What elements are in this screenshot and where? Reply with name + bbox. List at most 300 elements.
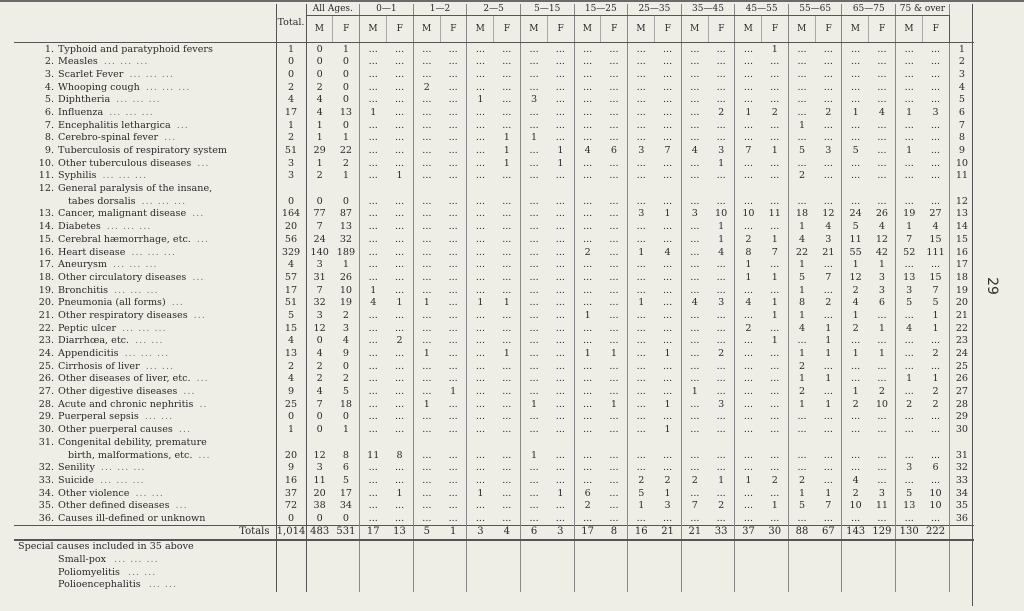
value-cell: ... bbox=[494, 119, 521, 132]
row-number-header bbox=[949, 4, 974, 43]
value-cell: ... bbox=[601, 132, 628, 145]
value-cell: ... bbox=[386, 106, 413, 119]
value-cell: ... bbox=[762, 81, 789, 94]
value-cell: 1 bbox=[922, 322, 949, 335]
value-cell: ... bbox=[851, 424, 861, 436]
row-number: 19 bbox=[949, 284, 974, 297]
total-value-cell: 17 bbox=[360, 526, 387, 540]
cause-label: Bronchitis bbox=[58, 284, 109, 296]
value-cell bbox=[762, 566, 789, 579]
value-cell: ... bbox=[743, 309, 754, 321]
cause-number: 10. bbox=[38, 157, 54, 169]
value-cell: ... bbox=[904, 386, 914, 398]
value-cell: ... bbox=[708, 360, 735, 373]
value-cell: ... bbox=[440, 487, 467, 500]
value-cell: ... bbox=[690, 119, 700, 131]
value-cell: ... bbox=[636, 195, 646, 207]
value-cell: ... bbox=[690, 398, 700, 410]
value-cell: ... bbox=[851, 157, 861, 169]
value-cell: ... bbox=[815, 81, 842, 94]
value-cell: ... bbox=[547, 56, 574, 69]
value-cell bbox=[386, 436, 413, 449]
value-cell: 7 bbox=[745, 145, 752, 157]
value-cell: ... bbox=[636, 462, 646, 474]
value-cell: ... bbox=[601, 221, 628, 234]
value-cell bbox=[333, 566, 360, 579]
value-cell: 0 bbox=[316, 43, 323, 55]
value-cell: ... bbox=[690, 157, 700, 169]
value-cell: ... bbox=[386, 271, 413, 284]
leader-dots: ... bbox=[192, 208, 205, 220]
value-cell bbox=[842, 566, 869, 579]
value-cell: ... bbox=[368, 195, 378, 207]
age-group-header: 0—1 bbox=[360, 4, 414, 16]
value-cell: 5 bbox=[333, 386, 360, 399]
value-cell: ... bbox=[494, 56, 521, 69]
value-cell: 3 bbox=[333, 322, 360, 335]
value-cell: ... bbox=[386, 474, 413, 487]
cause-label: Cerebral hæmorrhage, etc. bbox=[58, 233, 191, 245]
female-header: F bbox=[708, 16, 735, 43]
value-cell: 1 bbox=[477, 487, 484, 499]
value-cell: ... bbox=[690, 43, 700, 55]
value-cell: ... bbox=[708, 284, 735, 297]
value-cell bbox=[601, 436, 628, 449]
total-cell bbox=[276, 540, 306, 554]
value-cell: ... bbox=[440, 500, 467, 513]
value-cell: ... bbox=[869, 411, 896, 424]
total-cell: 4 bbox=[276, 373, 306, 386]
value-cell: ... bbox=[815, 43, 842, 56]
value-cell: ... bbox=[368, 335, 378, 347]
cause-number: 26. bbox=[38, 373, 54, 385]
cause-cell bbox=[14, 221, 276, 234]
value-cell: 1 bbox=[798, 284, 806, 296]
value-cell: 4 bbox=[869, 106, 896, 119]
value-cell: 0 bbox=[333, 411, 360, 424]
value-cell bbox=[869, 540, 896, 554]
value-cell: ... bbox=[547, 386, 574, 399]
value-cell: ... bbox=[547, 106, 574, 119]
value-cell: ... bbox=[494, 68, 521, 81]
value-cell: 1 bbox=[423, 297, 430, 309]
value-cell: ... bbox=[422, 208, 432, 220]
value-cell: 1 bbox=[906, 145, 913, 157]
cause-cell bbox=[14, 322, 276, 335]
total-value-cell: 6 bbox=[520, 526, 547, 540]
value-cell: ... bbox=[869, 462, 896, 475]
age-group-header: 25—35 bbox=[628, 4, 682, 16]
value-cell: ... bbox=[386, 246, 413, 259]
value-cell: 2 bbox=[638, 474, 645, 486]
cause-number: 23. bbox=[38, 335, 54, 347]
value-cell: 4 bbox=[584, 145, 591, 157]
value-cell: ... bbox=[654, 411, 681, 424]
value-cell bbox=[735, 579, 762, 592]
value-cell bbox=[654, 566, 681, 579]
value-cell: 7 bbox=[316, 284, 323, 296]
cause-number: 32. bbox=[38, 462, 54, 474]
value-cell: ... bbox=[815, 119, 842, 132]
value-cell: ... bbox=[708, 56, 735, 69]
value-cell: ... bbox=[601, 43, 628, 56]
total-cell: 2 bbox=[276, 132, 306, 145]
total-value-cell: 8 bbox=[601, 526, 628, 540]
value-cell: 1 bbox=[762, 335, 789, 348]
value-cell bbox=[306, 436, 333, 449]
cause-number: 13. bbox=[38, 208, 54, 220]
total-cell: 1 bbox=[276, 43, 306, 56]
value-cell bbox=[788, 540, 815, 554]
value-cell: ... bbox=[583, 462, 593, 474]
value-cell: 22 bbox=[795, 246, 809, 258]
value-cell: ... bbox=[529, 208, 539, 220]
value-cell: ... bbox=[368, 474, 378, 486]
leader-dots: ... ... ... bbox=[114, 554, 159, 566]
value-cell: ... bbox=[422, 449, 432, 461]
value-cell: ... bbox=[601, 373, 628, 386]
table-row bbox=[14, 309, 974, 322]
value-cell bbox=[413, 579, 440, 592]
value-cell: ... bbox=[636, 284, 646, 296]
value-cell bbox=[922, 183, 949, 196]
value-cell: ... bbox=[475, 145, 486, 157]
value-cell: ... bbox=[743, 500, 754, 512]
table-row bbox=[14, 373, 974, 386]
value-cell bbox=[413, 436, 440, 449]
value-cell: ... bbox=[904, 424, 914, 436]
value-cell: 87 bbox=[333, 208, 360, 221]
value-cell: ... bbox=[494, 424, 521, 437]
value-cell: 4 bbox=[316, 386, 323, 398]
table-row bbox=[14, 233, 974, 246]
value-cell: ... bbox=[654, 106, 681, 119]
value-cell bbox=[574, 183, 601, 196]
value-cell: ... bbox=[869, 424, 896, 437]
value-cell: ... bbox=[762, 373, 789, 386]
value-cell: ... bbox=[583, 208, 593, 220]
cause-number: 24. bbox=[38, 348, 54, 360]
value-cell: ... bbox=[386, 284, 413, 297]
total-header: Total. bbox=[276, 4, 306, 43]
value-cell: ... bbox=[368, 398, 378, 410]
value-cell: ... bbox=[583, 94, 593, 106]
value-cell: ... bbox=[762, 132, 789, 145]
value-cell bbox=[654, 436, 681, 449]
value-cell: ... bbox=[743, 43, 754, 55]
value-cell: ... bbox=[851, 56, 861, 68]
value-cell: 1 bbox=[386, 170, 413, 183]
value-cell: 4 bbox=[798, 233, 806, 245]
row-number: 3 bbox=[949, 68, 974, 81]
value-cell: 1 bbox=[852, 309, 859, 321]
value-cell: ... bbox=[869, 195, 896, 208]
value-cell: ... bbox=[529, 373, 539, 385]
value-cell: ... bbox=[922, 360, 949, 373]
value-cell bbox=[681, 436, 708, 449]
value-cell: ... bbox=[654, 195, 681, 208]
value-cell: 1 bbox=[906, 106, 913, 118]
value-cell bbox=[762, 579, 789, 592]
value-cell: ... bbox=[422, 157, 432, 169]
value-cell: ... bbox=[636, 512, 646, 524]
value-cell: ... bbox=[601, 462, 628, 475]
value-cell: ... bbox=[636, 309, 646, 321]
cause-label: Pneumonia (all forms) bbox=[58, 297, 166, 309]
value-cell: ... bbox=[654, 271, 681, 284]
value-cell: ... bbox=[440, 398, 467, 411]
total-cell: 9 bbox=[276, 386, 306, 399]
cause-cell bbox=[14, 183, 276, 196]
value-cell: ... bbox=[547, 170, 574, 183]
value-cell: 2 bbox=[708, 500, 735, 513]
top-rule bbox=[0, 0, 1024, 2]
table-row bbox=[14, 94, 974, 107]
value-cell: 1 bbox=[423, 398, 430, 410]
value-cell: 1 bbox=[815, 487, 842, 500]
value-cell bbox=[360, 183, 387, 196]
row-number: 10 bbox=[949, 157, 974, 170]
value-cell: ... bbox=[475, 462, 486, 474]
value-cell: 5 bbox=[638, 487, 645, 499]
cause-label: Measles bbox=[58, 56, 98, 68]
total-cell: 51 bbox=[276, 145, 306, 158]
cause-label: Typhoid and paratyphoid fevers bbox=[58, 43, 213, 55]
total-cell: 1 bbox=[276, 424, 306, 437]
value-cell: ... bbox=[368, 411, 378, 423]
value-cell: ... bbox=[601, 106, 628, 119]
value-cell bbox=[333, 579, 360, 592]
leader-dots: ... ... bbox=[145, 360, 175, 372]
value-cell: ... bbox=[815, 462, 842, 475]
value-cell: ... bbox=[904, 157, 914, 169]
value-cell bbox=[735, 554, 762, 567]
value-cell: ... bbox=[368, 487, 378, 499]
value-cell: 5 bbox=[798, 145, 806, 157]
value-cell: 1 bbox=[316, 157, 323, 169]
cause-cell bbox=[14, 474, 276, 487]
row-number: 4 bbox=[949, 81, 974, 94]
female-header: F bbox=[654, 16, 681, 43]
value-cell: ... bbox=[368, 309, 378, 321]
female-header: F bbox=[547, 16, 574, 43]
value-cell: ... bbox=[743, 335, 754, 347]
value-cell: ... bbox=[815, 449, 842, 462]
cause-cell bbox=[14, 348, 276, 361]
value-cell bbox=[601, 540, 628, 554]
leader-dots: ... ... ... bbox=[114, 284, 159, 296]
value-cell: ... bbox=[904, 43, 914, 55]
value-cell: 4 bbox=[333, 335, 360, 348]
value-cell: 0 bbox=[316, 335, 323, 347]
total-cell: 37 bbox=[276, 487, 306, 500]
special-cause-cell bbox=[14, 566, 276, 579]
cause-label: Causes ill-defined or unknown bbox=[58, 512, 206, 524]
value-cell: 13 bbox=[903, 500, 916, 512]
value-cell: ... bbox=[475, 348, 486, 360]
value-cell bbox=[386, 554, 413, 567]
value-cell: ... bbox=[475, 411, 486, 423]
value-cell bbox=[440, 540, 467, 554]
value-cell: ... bbox=[922, 56, 949, 69]
value-cell: 9 bbox=[333, 348, 360, 361]
cause-cell bbox=[14, 386, 276, 399]
value-cell: ... bbox=[422, 360, 432, 372]
value-cell: 2 bbox=[386, 335, 413, 348]
value-cell: 2 bbox=[316, 360, 323, 372]
value-cell: ... bbox=[547, 411, 574, 424]
value-cell: 1 bbox=[745, 474, 752, 486]
value-cell: 11 bbox=[762, 208, 789, 221]
value-cell bbox=[520, 540, 547, 554]
total-value-cell: 1 bbox=[440, 526, 467, 540]
table-row bbox=[14, 424, 974, 437]
value-cell: ... bbox=[475, 373, 486, 385]
age-group-header: 5—15 bbox=[520, 4, 574, 16]
value-cell: ... bbox=[440, 94, 467, 107]
value-cell bbox=[520, 183, 547, 196]
value-cell: ... bbox=[869, 119, 896, 132]
value-cell bbox=[654, 554, 681, 567]
value-cell: ... bbox=[547, 208, 574, 221]
value-cell: 189 bbox=[333, 246, 360, 259]
total-value-cell: 483 bbox=[306, 526, 333, 540]
value-cell bbox=[869, 554, 896, 567]
value-cell: ... bbox=[904, 360, 914, 372]
value-cell bbox=[440, 554, 467, 567]
cause-number: 25. bbox=[38, 360, 54, 372]
value-cell: ... bbox=[422, 170, 432, 182]
value-cell: ... bbox=[743, 360, 754, 372]
value-cell bbox=[306, 579, 333, 592]
value-cell: 10 bbox=[333, 284, 360, 297]
total-value-cell: 222 bbox=[922, 526, 949, 540]
leader-dots: ... ... ... bbox=[145, 81, 191, 93]
value-cell: ... bbox=[529, 424, 539, 436]
value-cell bbox=[547, 566, 574, 579]
total-cell: 13 bbox=[276, 348, 306, 361]
value-cell: 1 bbox=[654, 487, 681, 500]
value-cell: ... bbox=[583, 373, 593, 385]
cause-label: Syphilis bbox=[58, 170, 97, 182]
value-cell: 12 bbox=[313, 322, 326, 334]
total-value-cell: 3 bbox=[547, 526, 574, 540]
table-row bbox=[14, 246, 974, 259]
cause-number: 12. bbox=[38, 183, 54, 195]
value-cell: 17 bbox=[333, 487, 360, 500]
value-cell: 2 bbox=[852, 322, 859, 334]
leader-dots: ... ... ... bbox=[109, 106, 154, 118]
value-cell: 1 bbox=[852, 348, 859, 360]
cause-label: Other violence bbox=[58, 487, 130, 499]
value-cell: ... bbox=[583, 233, 593, 245]
value-cell: ... bbox=[654, 221, 681, 234]
male-header: M bbox=[360, 16, 387, 43]
value-cell: ... bbox=[494, 43, 521, 56]
row-number bbox=[949, 554, 974, 567]
value-cell: ... bbox=[654, 170, 681, 183]
row-number: 2 bbox=[949, 56, 974, 69]
value-cell: 6 bbox=[333, 462, 360, 475]
value-cell: ... bbox=[815, 56, 842, 69]
value-cell: ... bbox=[815, 195, 842, 208]
value-cell: ... bbox=[475, 335, 486, 347]
value-cell: ... bbox=[422, 271, 432, 283]
value-cell: ... bbox=[583, 297, 593, 309]
table-row bbox=[14, 259, 974, 272]
value-cell: ... bbox=[636, 360, 646, 372]
value-cell: 0 bbox=[316, 411, 323, 423]
value-cell bbox=[681, 566, 708, 579]
value-cell bbox=[628, 183, 655, 196]
row-number: 13 bbox=[949, 208, 974, 221]
value-cell bbox=[896, 540, 923, 554]
value-cell: 0 bbox=[333, 195, 360, 208]
row-number: 16 bbox=[949, 246, 974, 259]
value-cell: 1 bbox=[815, 348, 842, 361]
value-cell bbox=[922, 554, 949, 567]
value-cell: ... bbox=[690, 195, 700, 207]
total-value-cell: 531 bbox=[333, 526, 360, 540]
value-cell bbox=[681, 579, 708, 592]
value-cell: 5 bbox=[906, 297, 913, 309]
value-cell: ... bbox=[708, 309, 735, 322]
value-cell bbox=[520, 566, 547, 579]
value-cell: ... bbox=[422, 335, 432, 347]
table-row bbox=[14, 348, 974, 361]
value-cell: ... bbox=[475, 500, 486, 512]
value-cell: ... bbox=[601, 512, 628, 525]
value-cell: 10 bbox=[708, 208, 735, 221]
value-cell: ... bbox=[851, 335, 861, 347]
value-cell: 3 bbox=[906, 284, 913, 296]
value-cell: 2 bbox=[852, 284, 859, 296]
value-cell: ... bbox=[440, 309, 467, 322]
value-cell: 42 bbox=[869, 246, 896, 259]
value-cell: ... bbox=[690, 68, 700, 80]
value-cell: 26 bbox=[333, 271, 360, 284]
value-cell: ... bbox=[583, 119, 593, 131]
value-cell: ... bbox=[869, 94, 896, 107]
value-cell: 1 bbox=[745, 106, 752, 118]
value-cell bbox=[547, 183, 574, 196]
value-cell: ... bbox=[386, 132, 413, 145]
cause-number: 36. bbox=[38, 512, 54, 524]
value-cell: ... bbox=[708, 335, 735, 348]
value-cell: ... bbox=[797, 462, 807, 474]
value-cell: 1 bbox=[691, 386, 698, 398]
value-cell: ... bbox=[601, 157, 628, 170]
value-cell: ... bbox=[815, 360, 842, 373]
value-cell: ... bbox=[690, 348, 700, 360]
value-cell bbox=[494, 540, 521, 554]
value-cell: ... bbox=[386, 119, 413, 132]
value-cell bbox=[601, 554, 628, 567]
value-cell: ... bbox=[851, 512, 861, 524]
cause-cell bbox=[14, 195, 276, 208]
value-cell bbox=[440, 436, 467, 449]
value-cell: 1 bbox=[762, 271, 789, 284]
value-cell bbox=[788, 183, 815, 196]
value-cell: ... bbox=[547, 119, 574, 132]
value-cell: ... bbox=[815, 132, 842, 145]
value-cell: ... bbox=[422, 424, 432, 436]
value-cell: ... bbox=[904, 119, 914, 131]
value-cell: 2 bbox=[798, 474, 806, 486]
value-cell: 1 bbox=[798, 348, 806, 360]
value-cell: 1 bbox=[547, 157, 574, 170]
total-cell: 16 bbox=[276, 474, 306, 487]
